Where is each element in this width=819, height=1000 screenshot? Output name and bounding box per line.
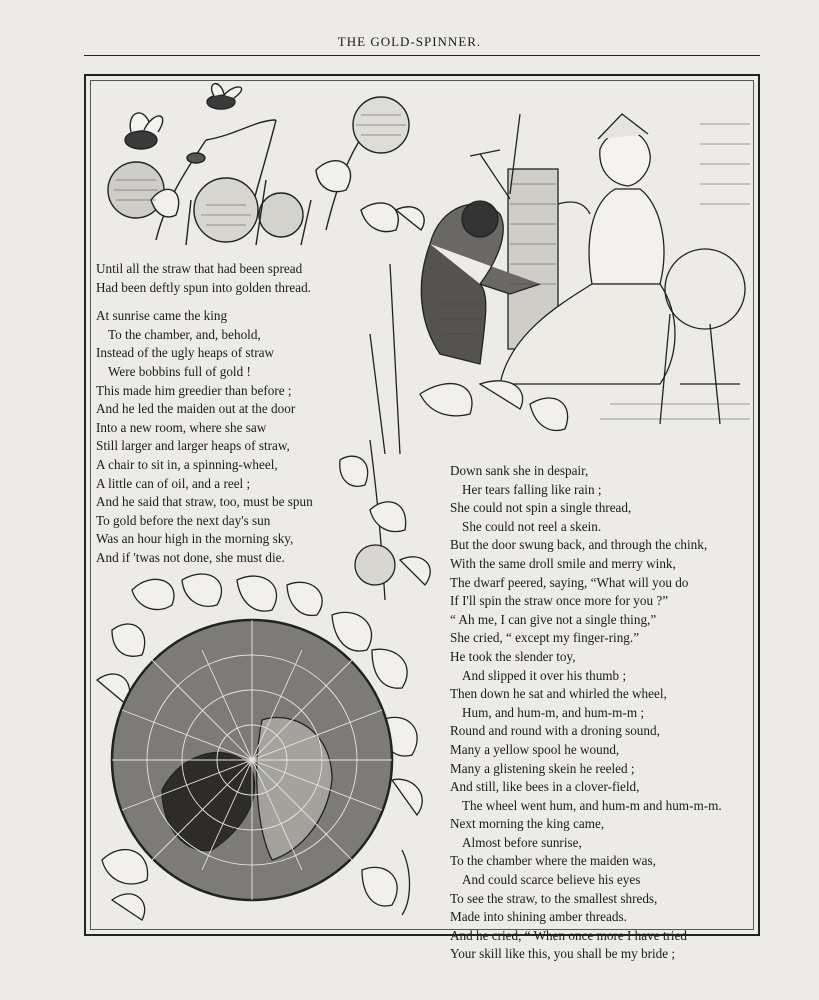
dwarf-and-maiden-spinning-illustration	[360, 84, 756, 454]
verse-line: The wheel went hum, and hum-m and hum-m-m.	[462, 797, 722, 813]
running-title: THE GOLD-SPINNER.	[337, 34, 482, 49]
verse-line: Instead of the ugly heaps of straw	[96, 345, 274, 361]
verse-line: Next morning the king came,	[450, 816, 605, 832]
verse-line: Her tears falling like rain ;	[462, 481, 602, 497]
verse-line: Until all the straw that had been spread	[96, 261, 303, 276]
verse-line: To gold before the next day's sun	[96, 512, 271, 528]
verse-line: Almost before sunrise,	[462, 834, 582, 850]
verse-line: And still, like bees in a clover-field,	[450, 779, 640, 795]
header-rule	[84, 55, 760, 56]
verse-line: Made into shining amber threads.	[450, 909, 627, 925]
verse-line: At sunrise came the king	[96, 308, 228, 324]
verse-line: And could scarce believe his eyes	[462, 872, 641, 888]
verse-line: This made him greedier than before ;	[96, 382, 292, 398]
verse-line: To see the straw, to the smallest shreds,	[450, 890, 658, 906]
verse-line: Down sank she in despair,	[450, 463, 589, 478]
verse-line: Round and round with a droning sound,	[450, 723, 660, 739]
verse-line: If I'll spin the straw once more for you ?”	[450, 593, 669, 609]
verse-line: He took the slender toy,	[450, 648, 576, 664]
verse-line: Into a new room, where she saw	[96, 419, 267, 435]
verse-line: With the same droll smile and merry wink,	[450, 555, 676, 571]
verse-line: And he said that straw, too, must be spun	[96, 494, 313, 510]
verse-line: Still larger and larger heaps of straw,	[96, 438, 290, 454]
verse-line: Hum, and hum-m, and hum-m-m ;	[462, 704, 645, 720]
verse-line: A chair to sit in, a spinning-wheel,	[96, 456, 278, 472]
verse-line: “ Ah me, I can give not a single thing,”	[450, 611, 657, 627]
verse-line: And he cried, “ When once more I have tried	[450, 927, 688, 943]
cobweb-medallion-illustration	[92, 570, 442, 930]
stanza-gap	[96, 297, 313, 307]
verse-line: Many a glistening skein he reeled ;	[450, 760, 635, 776]
verse-line: Many a yellow spool he wound,	[450, 741, 620, 757]
verse-line: Were bobbins full of gold !	[108, 363, 251, 379]
verse-line: She could not spin a single thread,	[450, 500, 632, 516]
right-text-column	[450, 462, 722, 964]
verse-line: To the chamber where the maiden was,	[450, 853, 656, 869]
left-text-column	[96, 260, 313, 568]
verse-line: Then down he sat and whirled the wheel,	[450, 686, 667, 702]
verse-line: She cried, “ except my finger-ring.”	[450, 630, 640, 646]
verse-line: And slipped it over his thumb ;	[462, 667, 627, 683]
verse-line: To the chamber, and, behold,	[108, 326, 261, 342]
verse-line: Had been deftly spun into golden thread.	[96, 279, 311, 295]
verse-line: Was an hour high in the morning sky,	[96, 531, 294, 547]
verse-line: She could not reel a skein.	[462, 518, 602, 534]
verse-line: But the door swung back, and through the chink,	[450, 537, 708, 553]
verse-line: And he led the maiden out at the door	[96, 401, 296, 417]
verse-line: A little can of oil, and a reel ;	[96, 475, 251, 491]
verse-line: The dwarf peered, saying, “What will you do	[450, 574, 689, 590]
verse-line: Your skill like this, you shall be my bride ;	[450, 946, 676, 962]
verse-line: And if 'twas not done, she must die.	[96, 549, 285, 565]
